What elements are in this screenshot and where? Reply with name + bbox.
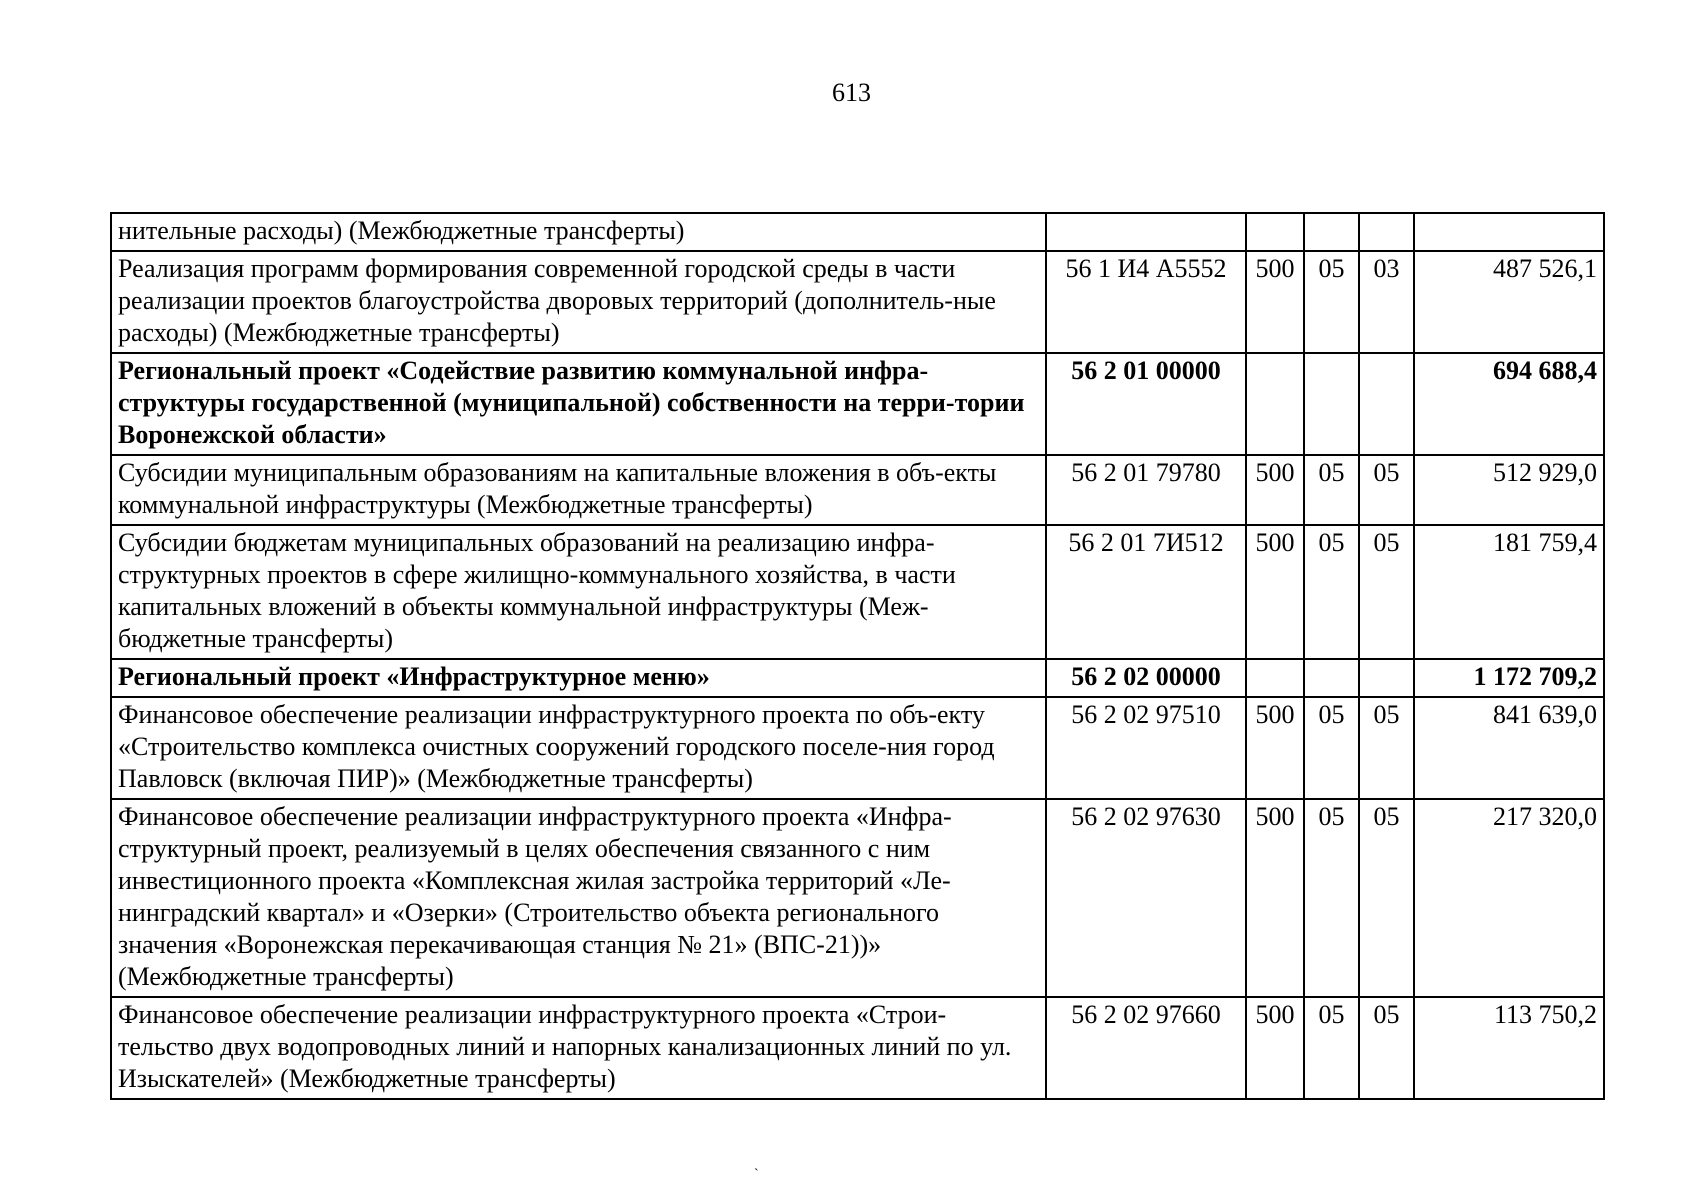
row-pr-cell: 05 [1359, 997, 1414, 1099]
row-rz-cell: 05 [1304, 697, 1359, 799]
table-row [111, 697, 1604, 799]
row-pr-cell: 03 [1359, 251, 1414, 353]
row-code-cell: 56 2 02 97630 [1046, 799, 1246, 997]
table-body [111, 213, 1604, 1099]
row-vr-cell: 500 [1246, 525, 1304, 659]
row-vr-cell: 500 [1246, 799, 1304, 997]
row-vr-cell [1246, 659, 1304, 697]
table-row [111, 799, 1604, 997]
table-row [111, 525, 1604, 659]
row-code-cell: 56 2 02 00000 [1046, 659, 1246, 697]
row-rz-cell: 05 [1304, 997, 1359, 1099]
row-rz-cell: 05 [1304, 251, 1359, 353]
row-pr-cell: 05 [1359, 697, 1414, 799]
row-sum-cell: 217 320,0 [1414, 799, 1604, 997]
row-code-cell: 56 1 И4 А5552 [1046, 251, 1246, 353]
row-sum-cell: 113 750,2 [1414, 997, 1604, 1099]
row-rz-cell: 05 [1304, 455, 1359, 525]
row-code-cell [1046, 213, 1246, 251]
table-row [111, 251, 1604, 353]
row-code-cell: 56 2 01 7И512 [1046, 525, 1246, 659]
budget-table [110, 212, 1605, 1100]
row-name-cell: Региональный проект «Содействие развитию коммунальной инфра-структуры государственной (муниципальной) собственности на терри-тории Воронежской области» [111, 353, 1046, 455]
table-row [111, 997, 1604, 1099]
row-name-cell: Финансовое обеспечение реализации инфраструктурного проекта по объ-екту «Строительство комплекса очистных сооружений городского поселе-ния город Павловск (включая ПИР)» (Межбюджетные трансферты) [111, 697, 1046, 799]
row-pr-cell: 05 [1359, 525, 1414, 659]
page-number: 613 [832, 78, 871, 107]
row-sum-cell: 1 172 709,2 [1414, 659, 1604, 697]
row-vr-cell [1246, 353, 1304, 455]
row-vr-cell: 500 [1246, 697, 1304, 799]
table-row [111, 455, 1604, 525]
row-code-cell: 56 2 01 79780 [1046, 455, 1246, 525]
row-name-cell: нительные расходы) (Межбюджетные трансферты) [111, 213, 1046, 251]
row-vr-cell: 500 [1246, 997, 1304, 1099]
row-code-cell: 56 2 02 97510 [1046, 697, 1246, 799]
row-name-cell: Реализация программ формирования современной городской среды в части реализации проектов благоустройства дворовых территорий (дополнитель-ные расходы) (Межбюджетные трансферты) [111, 251, 1046, 353]
row-vr-cell: 500 [1246, 455, 1304, 525]
row-rz-cell [1304, 213, 1359, 251]
row-pr-cell: 05 [1359, 799, 1414, 997]
row-code-cell: 56 2 02 97660 [1046, 997, 1246, 1099]
row-rz-cell: 05 [1304, 799, 1359, 997]
row-rz-cell [1304, 353, 1359, 455]
table-row [111, 213, 1604, 251]
row-name-cell: Региональный проект «Инфраструктурное меню» [111, 659, 1046, 697]
row-sum-cell: 694 688,4 [1414, 353, 1604, 455]
row-name-cell: Финансовое обеспечение реализации инфраструктурного проекта «Строи-тельство двух водопроводных линий и напорных канализационных линий по ул. Изыскателей» (Межбюджетные трансферты) [111, 997, 1046, 1099]
row-vr-cell [1246, 213, 1304, 251]
row-sum-cell: 841 639,0 [1414, 697, 1604, 799]
table-row-project [111, 353, 1604, 455]
table-row-project [111, 659, 1604, 697]
row-pr-cell: 05 [1359, 455, 1414, 525]
row-rz-cell [1304, 659, 1359, 697]
row-sum-cell: 181 759,4 [1414, 525, 1604, 659]
row-sum-cell: 487 526,1 [1414, 251, 1604, 353]
scan-artifact-mark: ` [754, 1167, 759, 1182]
row-rz-cell: 05 [1304, 525, 1359, 659]
row-pr-cell [1359, 213, 1414, 251]
row-sum-cell: 512 929,0 [1414, 455, 1604, 525]
row-code-cell: 56 2 01 00000 [1046, 353, 1246, 455]
row-name-cell: Субсидии муниципальным образованиям на капитальные вложения в объ-екты коммунальной инфраструктуры (Межбюджетные трансферты) [111, 455, 1046, 525]
row-pr-cell [1359, 353, 1414, 455]
row-vr-cell: 500 [1246, 251, 1304, 353]
row-name-cell: Финансовое обеспечение реализации инфраструктурного проекта «Инфра-структурный проект, реализуемый в целях обеспечения связанного с ним инвестиционного проекта «Комплексная жилая застройка территорий «Ле-нинградский квартал» и «Озерки» (Строительство объекта регионального значения «Воронежская перекачивающая станция № 21» (ВПС-21))» (Межбюджетные трансферты) [111, 799, 1046, 997]
row-sum-cell [1414, 213, 1604, 251]
row-name-cell: Субсидии бюджетам муниципальных образований на реализацию инфра-структурных проектов в сфере жилищно-коммунального хозяйства, в части капитальных вложений в объекты коммунальной инфраструктуры (Меж-бюджетные трансферты) [111, 525, 1046, 659]
row-pr-cell [1359, 659, 1414, 697]
